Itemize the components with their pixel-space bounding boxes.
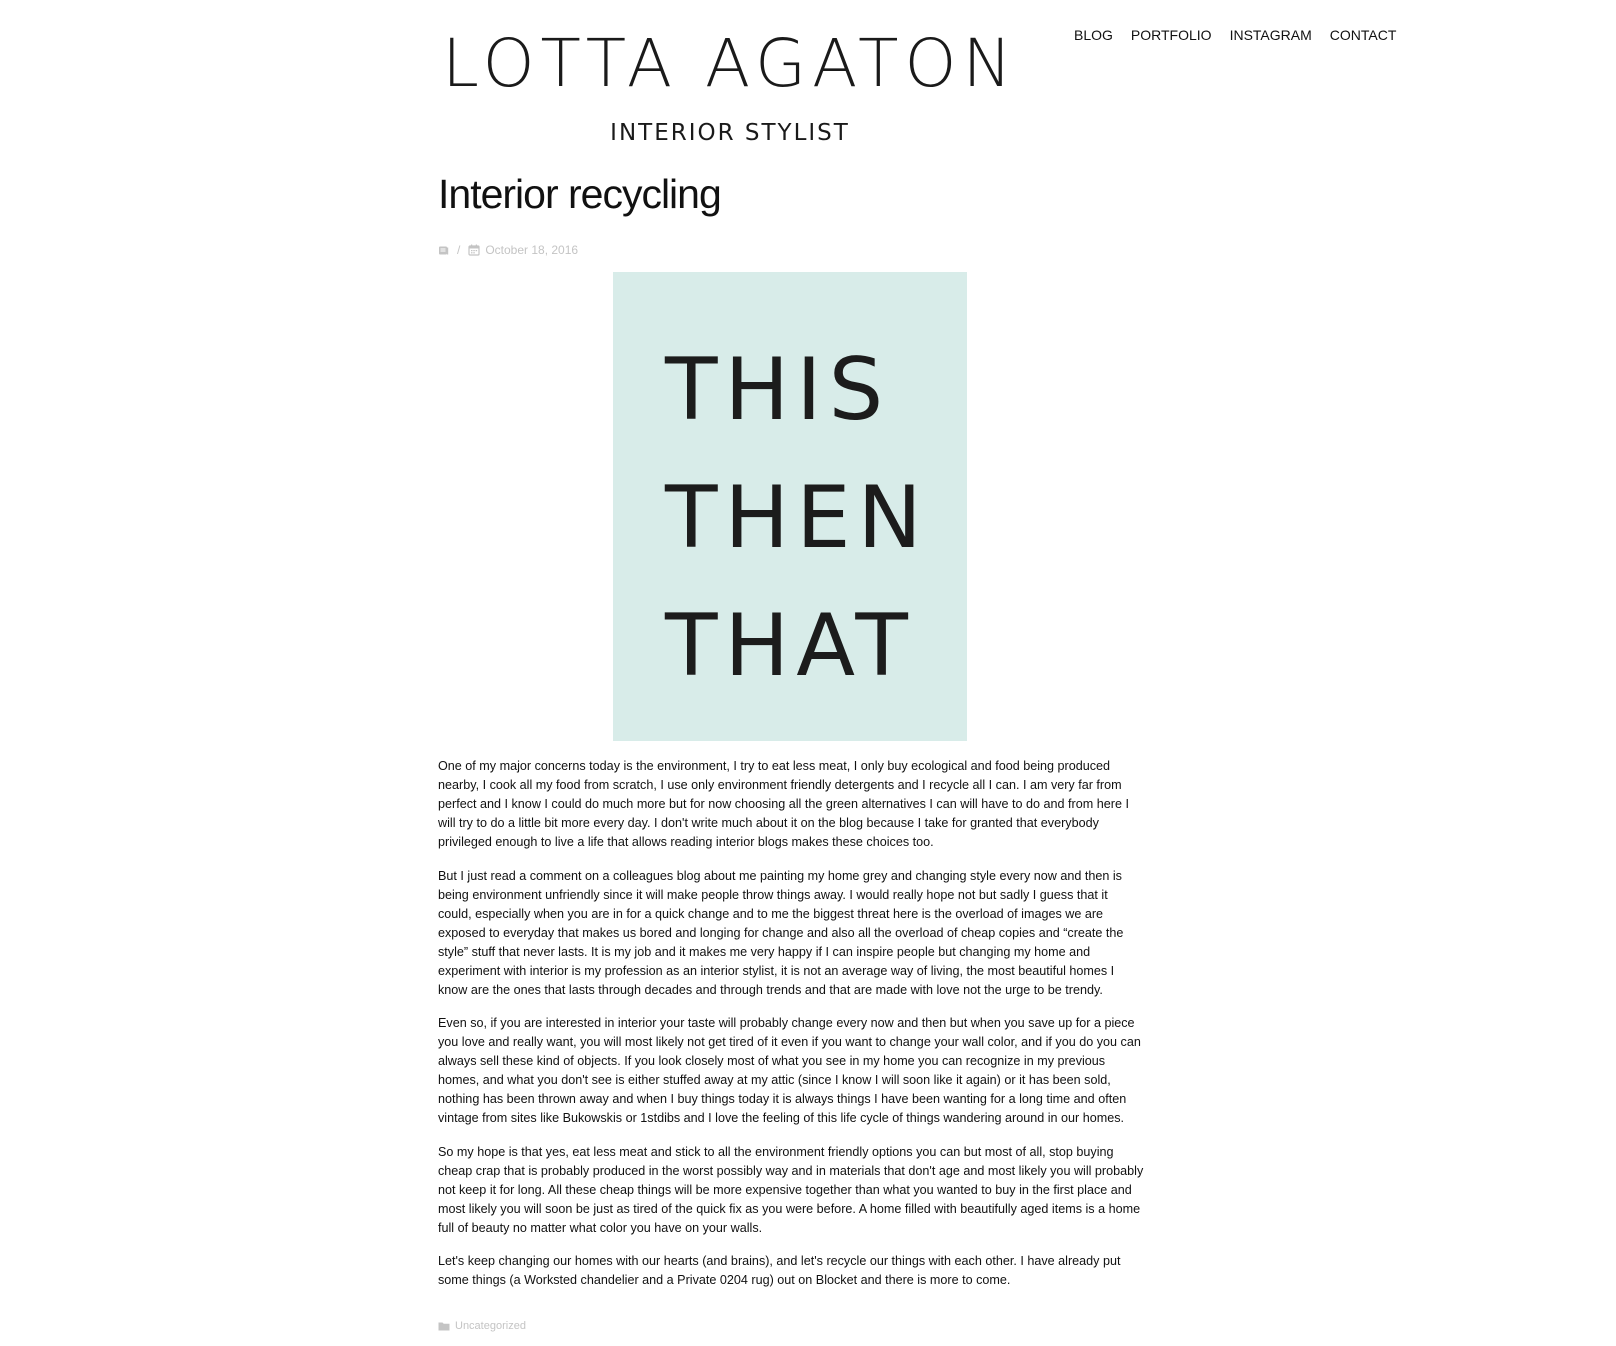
site-header <box>0 0 1616 160</box>
post-featured-image <box>613 272 967 741</box>
post-paragraph: But I just read a comment on a colleagues blog about me painting my home grey and changing style every now and then is being environment unfriendly since it will make people throw things away. I would really hope not but sadly I guess that it could, especially when you are in for a quick change and to me the biggest threat here is the overload of images we are exposed to everyday that makes us bored and longing for change and also all the overload of cheap copies and “create the style” stuff that never lasts. It is my job and it makes me very happy if I can inspire people but changing my home and experiment with interior is my profession as an interior stylist, it is not an average way of living, the most beautiful homes I know are the ones that lasts through decades and through trends and that are made with love not the urge to be trendy. <box>438 868 1124 997</box>
post-date[interactable] <box>468 243 578 257</box>
post-title[interactable]: Interior recycling <box>438 171 721 217</box>
post-date-text: October 18, 2016 <box>485 243 579 257</box>
post-body <box>438 757 1144 1290</box>
category-link[interactable]: Uncategorized <box>455 1320 526 1332</box>
blog-post <box>438 168 1144 1332</box>
document-icon <box>438 245 449 256</box>
post-paragraph: Let's keep changing our homes with our hearts (and brains), and let's recycle our things with each other. I have already put some things (a Worksted chandelier and a Private 0204 rug) out on Blocket and there is more to come. <box>438 1254 1121 1287</box>
poster-line-this: THIS <box>665 340 891 440</box>
logo-subtitle: INTERIOR STYLIST <box>610 120 850 146</box>
nav-item-contact[interactable]: CONTACT <box>1329 27 1397 43</box>
main-nav <box>1074 27 1396 43</box>
nav-item-portfolio[interactable]: PORTFOLIO <box>1130 27 1212 43</box>
post-meta <box>438 242 1144 258</box>
nav-item-instagram[interactable]: INSTAGRAM <box>1229 27 1312 43</box>
calendar-icon <box>468 244 480 256</box>
poster-line-that: THAT <box>665 596 915 696</box>
post-paragraph: So my hope is that yes, eat less meat and stick to all the environment friendly options you can but most of all, stop buying cheap crap that is probably produced in the worst possibly way and in materials that don't age and most likely you will probably not keep it for long. All these cheap things will be more expensive together than what you wanted to buy in the first place and most likely you will soon be just as tired of the quick fix as you were before. A home filled with beautifully aged items is a home full of beauty no matter what color you have on your walls. <box>438 1144 1144 1235</box>
logo-title: LOTTA AGATON <box>442 25 1018 102</box>
site-logo[interactable] <box>430 25 1030 146</box>
poster-line-then: THEN <box>665 468 929 568</box>
meta-separator: / <box>457 243 461 257</box>
nav-item-blog[interactable]: BLOG <box>1074 27 1113 43</box>
folder-icon <box>438 1321 450 1331</box>
post-paragraph: One of my major concerns today is the environment, I try to eat less meat, I only buy ecological and food being produced nearby, I cook all my food from scratch, I use only environment friendly detergents and I recycle all I can. I am very far from perfect and I know I could do much more but for now choosing all the green alternatives I can will have to do and from here I will try to do a little bit more every day. I don't write much about it on the blog because I take for granted that everybody privileged enough to live a life that allows reading interior blogs makes these choices too. <box>438 759 1129 849</box>
post-footer <box>438 1320 1144 1332</box>
poster-text <box>665 326 929 710</box>
post-paragraph: Even so, if you are interested in interior your taste will probably change every now and then but when you save up for a piece you love and really want, you will most likely not get tired of it even if you want to change your wall color, and if you do you can always sell these kind of objects. If you look closely most of what you see in my home you can recognize in my previous homes, and what you don't see is either stuffed away at my attic (since I know I will soon like it again) or it has been sold, nothing has been thrown away and when I buy things today it is always things I have been wanting for a long time and often vintage from sites like Bukowskis or 1stdibs and I love the feeling of this life cycle of things wandering around in our homes. <box>438 1016 1141 1125</box>
